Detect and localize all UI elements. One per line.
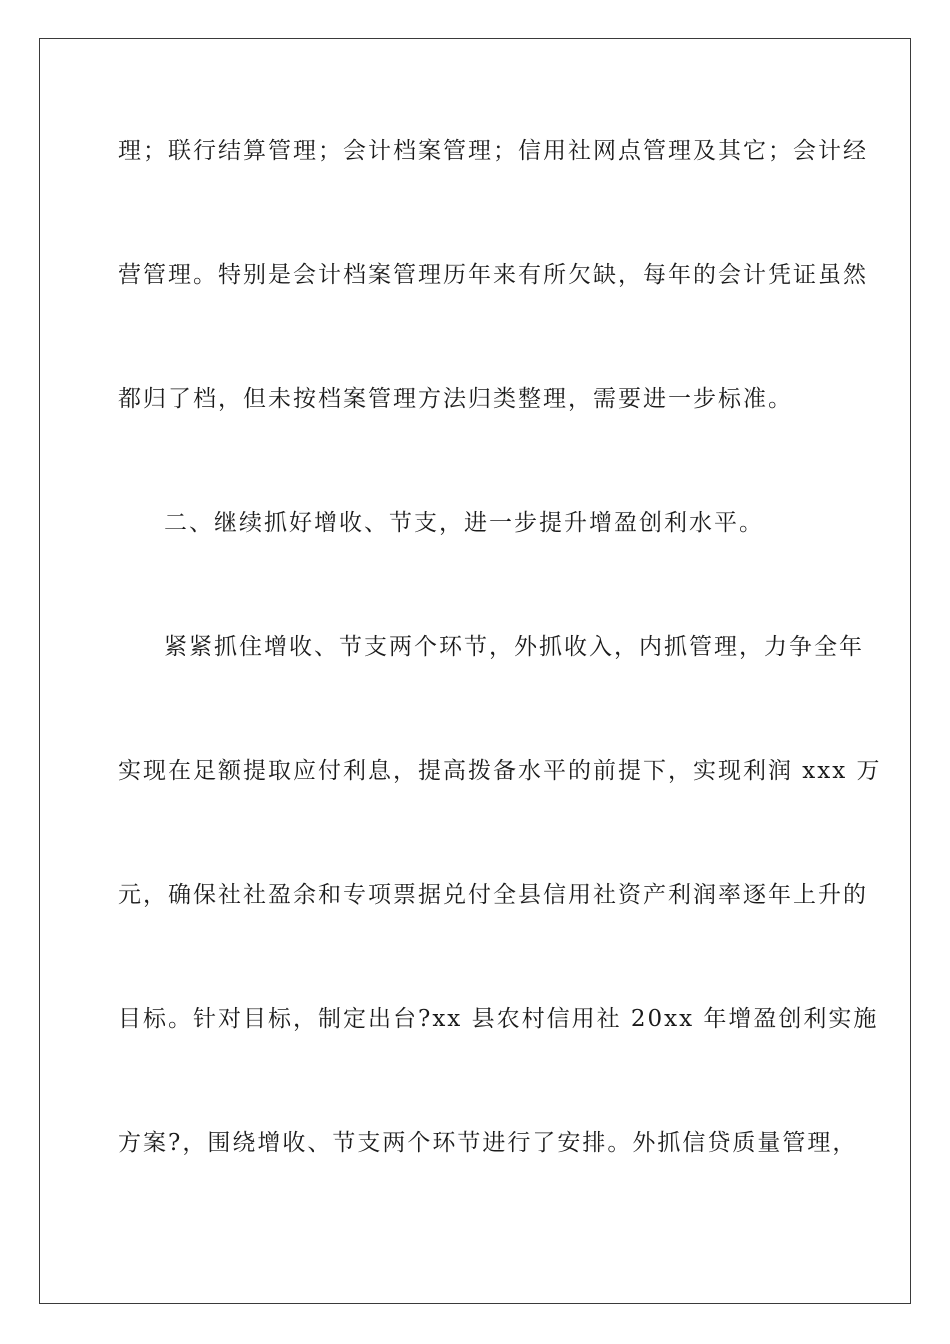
section-heading: 二、继续抓好增收、节支，进一步提升增盈创利水平。 bbox=[164, 510, 764, 536]
paragraph-line-8: 目标。针对目标，制定出台?xx 县农村信用社 20xx 年增盈创利实施 bbox=[118, 1006, 879, 1032]
paragraph-line-9: 方案?，围绕增收、节支两个环节进行了安排。外抓信贷质量管理， bbox=[118, 1130, 858, 1156]
paragraph-line-7: 元，确保社社盈余和专项票据兑付全县信用社资产利润率逐年上升的 bbox=[118, 882, 868, 908]
paragraph-line-6: 实现在足额提取应付利息，提高拨备水平的前提下，实现利润 xxx 万 bbox=[118, 758, 882, 784]
page-border bbox=[39, 38, 911, 1304]
paragraph-line-2: 营管理。特别是会计档案管理历年来有所欠缺，每年的会计凭证虽然 bbox=[118, 262, 868, 288]
paragraph-line-5: 紧紧抓住增收、节支两个环节，外抓收入，内抓管理，力争全年 bbox=[164, 634, 864, 660]
paragraph-line-1: 理；联行结算管理；会计档案管理；信用社网点管理及其它；会计经 bbox=[118, 138, 868, 164]
paragraph-line-3: 都归了档，但未按档案管理方法归类整理，需要进一步标准。 bbox=[118, 386, 793, 412]
